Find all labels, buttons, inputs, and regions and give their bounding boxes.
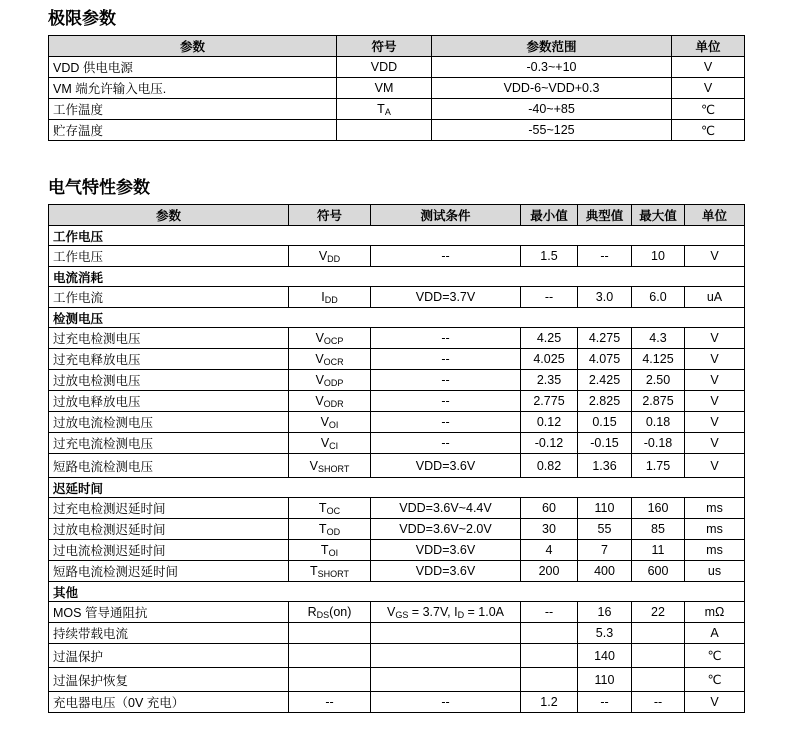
header-unit: 单位 bbox=[685, 205, 745, 226]
param-name: 过充电释放电压 bbox=[49, 349, 289, 370]
table-row bbox=[49, 602, 745, 623]
table-row bbox=[49, 623, 745, 644]
param-name: 短路电流检测电压 bbox=[49, 454, 289, 478]
header-typ: 典型值 bbox=[578, 205, 632, 226]
unit: V bbox=[672, 78, 745, 99]
param-name: 工作电压 bbox=[49, 246, 289, 267]
range-value: -0.3~+10 bbox=[432, 57, 672, 78]
min-value: -- bbox=[521, 602, 578, 623]
param-name: VDD 供电电源 bbox=[49, 57, 337, 78]
typ-value: -0.15 bbox=[578, 433, 632, 454]
max-value: 600 bbox=[632, 561, 685, 582]
test-condition: -- bbox=[371, 349, 521, 370]
header-min: 最小值 bbox=[521, 205, 578, 226]
min-value: 1.5 bbox=[521, 246, 578, 267]
min-value: 2.775 bbox=[521, 391, 578, 412]
test-condition: -- bbox=[371, 412, 521, 433]
table-row bbox=[49, 391, 745, 412]
param-name: 持续带载电流 bbox=[49, 623, 289, 644]
min-value: 4.025 bbox=[521, 349, 578, 370]
symbol: $V_{SHORT}$ bbox=[289, 454, 371, 478]
unit: ms bbox=[685, 498, 745, 519]
table-row bbox=[49, 349, 745, 370]
test-condition: VDD=3.6V~4.4V bbox=[371, 498, 521, 519]
header-param: 参数 bbox=[49, 205, 289, 226]
table-row bbox=[49, 412, 745, 433]
symbol: $T_{OC}$ bbox=[289, 498, 371, 519]
unit: ms bbox=[685, 540, 745, 561]
unit: ℃ bbox=[672, 99, 745, 120]
table-row bbox=[49, 644, 745, 668]
table-row bbox=[49, 692, 745, 713]
unit: V bbox=[685, 692, 745, 713]
test-condition: -- bbox=[371, 370, 521, 391]
table-row bbox=[49, 328, 745, 349]
param-name: 工作温度 bbox=[49, 99, 337, 120]
typ-value: 7 bbox=[578, 540, 632, 561]
min-value bbox=[521, 623, 578, 644]
param-name: 工作电流 bbox=[49, 287, 289, 308]
table-row bbox=[49, 498, 745, 519]
symbol: -- bbox=[289, 692, 371, 713]
symbol: $V_{OCP}$ bbox=[289, 328, 371, 349]
unit: V bbox=[685, 454, 745, 478]
unit: mΩ bbox=[685, 602, 745, 623]
param-name: 过放电检测电压 bbox=[49, 370, 289, 391]
typ-value: 4.275 bbox=[578, 328, 632, 349]
min-value: 1.2 bbox=[521, 692, 578, 713]
symbol: $V_{DD}$ bbox=[289, 246, 371, 267]
symbol: VDD bbox=[337, 57, 432, 78]
param-name: VM 端允许输入电压. bbox=[49, 78, 337, 99]
range-value: -40~+85 bbox=[432, 99, 672, 120]
header-symbol: 符号 bbox=[289, 205, 371, 226]
symbol: $V_{CI}$ bbox=[289, 433, 371, 454]
symbol: $V_{ODP}$ bbox=[289, 370, 371, 391]
param-name: 过电流检测迟延时间 bbox=[49, 540, 289, 561]
symbol bbox=[289, 644, 371, 668]
typ-value: -- bbox=[578, 692, 632, 713]
section-label: 检测电压 bbox=[49, 308, 745, 328]
typ-value: 0.15 bbox=[578, 412, 632, 433]
max-value: 85 bbox=[632, 519, 685, 540]
test-condition: -- bbox=[371, 692, 521, 713]
min-value bbox=[521, 644, 578, 668]
unit: V bbox=[685, 391, 745, 412]
max-value: 4.125 bbox=[632, 349, 685, 370]
param-name: MOS 管导通阻抗 bbox=[49, 602, 289, 623]
header-range: 参数范围 bbox=[432, 36, 672, 57]
param-name: 过充电检测迟延时间 bbox=[49, 498, 289, 519]
header-symbol: 符号 bbox=[337, 36, 432, 57]
symbol: $T_{OI}$ bbox=[289, 540, 371, 561]
symbol: $V_{OI}$ bbox=[289, 412, 371, 433]
test-condition bbox=[371, 644, 521, 668]
section-row bbox=[49, 267, 745, 287]
max-value: 2.875 bbox=[632, 391, 685, 412]
table-row bbox=[49, 246, 745, 267]
test-condition: -- bbox=[371, 246, 521, 267]
section-row bbox=[49, 582, 745, 602]
min-value: 30 bbox=[521, 519, 578, 540]
symbol: $T_{SHORT}$ bbox=[289, 561, 371, 582]
table-row bbox=[49, 99, 745, 120]
max-value: 6.0 bbox=[632, 287, 685, 308]
limits-table bbox=[48, 35, 745, 141]
min-value bbox=[521, 668, 578, 692]
unit: V bbox=[685, 370, 745, 391]
symbol: $T_{OD}$ bbox=[289, 519, 371, 540]
test-condition: VDD=3.7V bbox=[371, 287, 521, 308]
typ-value: 2.825 bbox=[578, 391, 632, 412]
section-label: 电流消耗 bbox=[49, 267, 745, 287]
max-value: 160 bbox=[632, 498, 685, 519]
min-value: 0.12 bbox=[521, 412, 578, 433]
header-param: 参数 bbox=[49, 36, 337, 57]
max-value: 10 bbox=[632, 246, 685, 267]
test-condition: VDD=3.6V bbox=[371, 561, 521, 582]
max-value: 11 bbox=[632, 540, 685, 561]
unit: V bbox=[685, 412, 745, 433]
max-value bbox=[632, 668, 685, 692]
param-name: 过充电流检测电压 bbox=[49, 433, 289, 454]
test-condition: VDD=3.6V bbox=[371, 540, 521, 561]
param-name: 过温保护恢复 bbox=[49, 668, 289, 692]
symbol bbox=[289, 623, 371, 644]
table-row bbox=[49, 561, 745, 582]
test-condition: -- bbox=[371, 328, 521, 349]
section-label: 迟延时间 bbox=[49, 478, 745, 498]
test-condition bbox=[371, 668, 521, 692]
section-label: 工作电压 bbox=[49, 226, 745, 246]
electrical-table bbox=[48, 204, 745, 713]
test-condition: VDD=3.6V bbox=[371, 454, 521, 478]
unit: V bbox=[672, 57, 745, 78]
section-row bbox=[49, 226, 745, 246]
unit: A bbox=[685, 623, 745, 644]
typ-value: 3.0 bbox=[578, 287, 632, 308]
table-row bbox=[49, 78, 745, 99]
limits-title: 极限参数 bbox=[48, 9, 116, 28]
param-name: 过温保护 bbox=[49, 644, 289, 668]
section-row bbox=[49, 308, 745, 328]
test-condition: -- bbox=[371, 391, 521, 412]
min-value: -0.12 bbox=[521, 433, 578, 454]
test-condition: VDD=3.6V~2.0V bbox=[371, 519, 521, 540]
table-header-row bbox=[49, 36, 745, 57]
typ-value: 110 bbox=[578, 498, 632, 519]
table-row bbox=[49, 57, 745, 78]
typ-value: 2.425 bbox=[578, 370, 632, 391]
typ-value: 4.075 bbox=[578, 349, 632, 370]
test-condition bbox=[371, 623, 521, 644]
range-value: -55~125 bbox=[432, 120, 672, 141]
table-row bbox=[49, 519, 745, 540]
max-value: 1.75 bbox=[632, 454, 685, 478]
symbol: $T_A$ bbox=[337, 99, 432, 120]
header-condition: 测试条件 bbox=[371, 205, 521, 226]
unit: V bbox=[685, 349, 745, 370]
header-unit: 单位 bbox=[672, 36, 745, 57]
min-value: -- bbox=[521, 287, 578, 308]
typ-value: 110 bbox=[578, 668, 632, 692]
symbol: $V_{ODR}$ bbox=[289, 391, 371, 412]
param-name: 贮存温度 bbox=[49, 120, 337, 141]
unit: ℃ bbox=[685, 668, 745, 692]
min-value: 200 bbox=[521, 561, 578, 582]
symbol: $R_{DS}(on)$ bbox=[289, 602, 371, 623]
section-label: 其他 bbox=[49, 582, 745, 602]
symbol bbox=[337, 120, 432, 141]
unit: us bbox=[685, 561, 745, 582]
table-row bbox=[49, 540, 745, 561]
max-value: 2.50 bbox=[632, 370, 685, 391]
unit: V bbox=[685, 433, 745, 454]
param-name: 短路电流检测迟延时间 bbox=[49, 561, 289, 582]
unit: uA bbox=[685, 287, 745, 308]
max-value: -0.18 bbox=[632, 433, 685, 454]
min-value: 2.35 bbox=[521, 370, 578, 391]
symbol: VM bbox=[337, 78, 432, 99]
unit: ℃ bbox=[672, 120, 745, 141]
param-name: 过充电检测电压 bbox=[49, 328, 289, 349]
max-value: 22 bbox=[632, 602, 685, 623]
unit: V bbox=[685, 328, 745, 349]
section-row bbox=[49, 478, 745, 498]
min-value: 4.25 bbox=[521, 328, 578, 349]
typ-value: 140 bbox=[578, 644, 632, 668]
typ-value: 55 bbox=[578, 519, 632, 540]
param-name: 过放电释放电压 bbox=[49, 391, 289, 412]
table-row bbox=[49, 668, 745, 692]
min-value: 0.82 bbox=[521, 454, 578, 478]
max-value: 4.3 bbox=[632, 328, 685, 349]
table-row bbox=[49, 120, 745, 141]
header-max: 最大值 bbox=[632, 205, 685, 226]
range-value: VDD-6~VDD+0.3 bbox=[432, 78, 672, 99]
param-name: 充电器电压（0V 充电） bbox=[49, 692, 289, 713]
table-header-row bbox=[49, 205, 745, 226]
min-value: 4 bbox=[521, 540, 578, 561]
unit: ms bbox=[685, 519, 745, 540]
typ-value: 400 bbox=[578, 561, 632, 582]
table-row bbox=[49, 370, 745, 391]
typ-value: 16 bbox=[578, 602, 632, 623]
typ-value: 5.3 bbox=[578, 623, 632, 644]
electrical-title: 电气特性参数 bbox=[48, 178, 150, 197]
symbol: $V_{OCR}$ bbox=[289, 349, 371, 370]
typ-value: 1.36 bbox=[578, 454, 632, 478]
param-name: 过放电检测迟延时间 bbox=[49, 519, 289, 540]
max-value bbox=[632, 623, 685, 644]
min-value: 60 bbox=[521, 498, 578, 519]
table-row bbox=[49, 287, 745, 308]
max-value: 0.18 bbox=[632, 412, 685, 433]
unit: V bbox=[685, 246, 745, 267]
symbol bbox=[289, 668, 371, 692]
test-condition: -- bbox=[371, 433, 521, 454]
test-condition: $V_{GS} = 3.7V$, $I_D = 1.0A$ bbox=[371, 602, 521, 623]
symbol: $I_{DD}$ bbox=[289, 287, 371, 308]
table-row bbox=[49, 454, 745, 478]
param-name: 过放电流检测电压 bbox=[49, 412, 289, 433]
typ-value: -- bbox=[578, 246, 632, 267]
max-value bbox=[632, 644, 685, 668]
unit: ℃ bbox=[685, 644, 745, 668]
table-row bbox=[49, 433, 745, 454]
max-value: -- bbox=[632, 692, 685, 713]
